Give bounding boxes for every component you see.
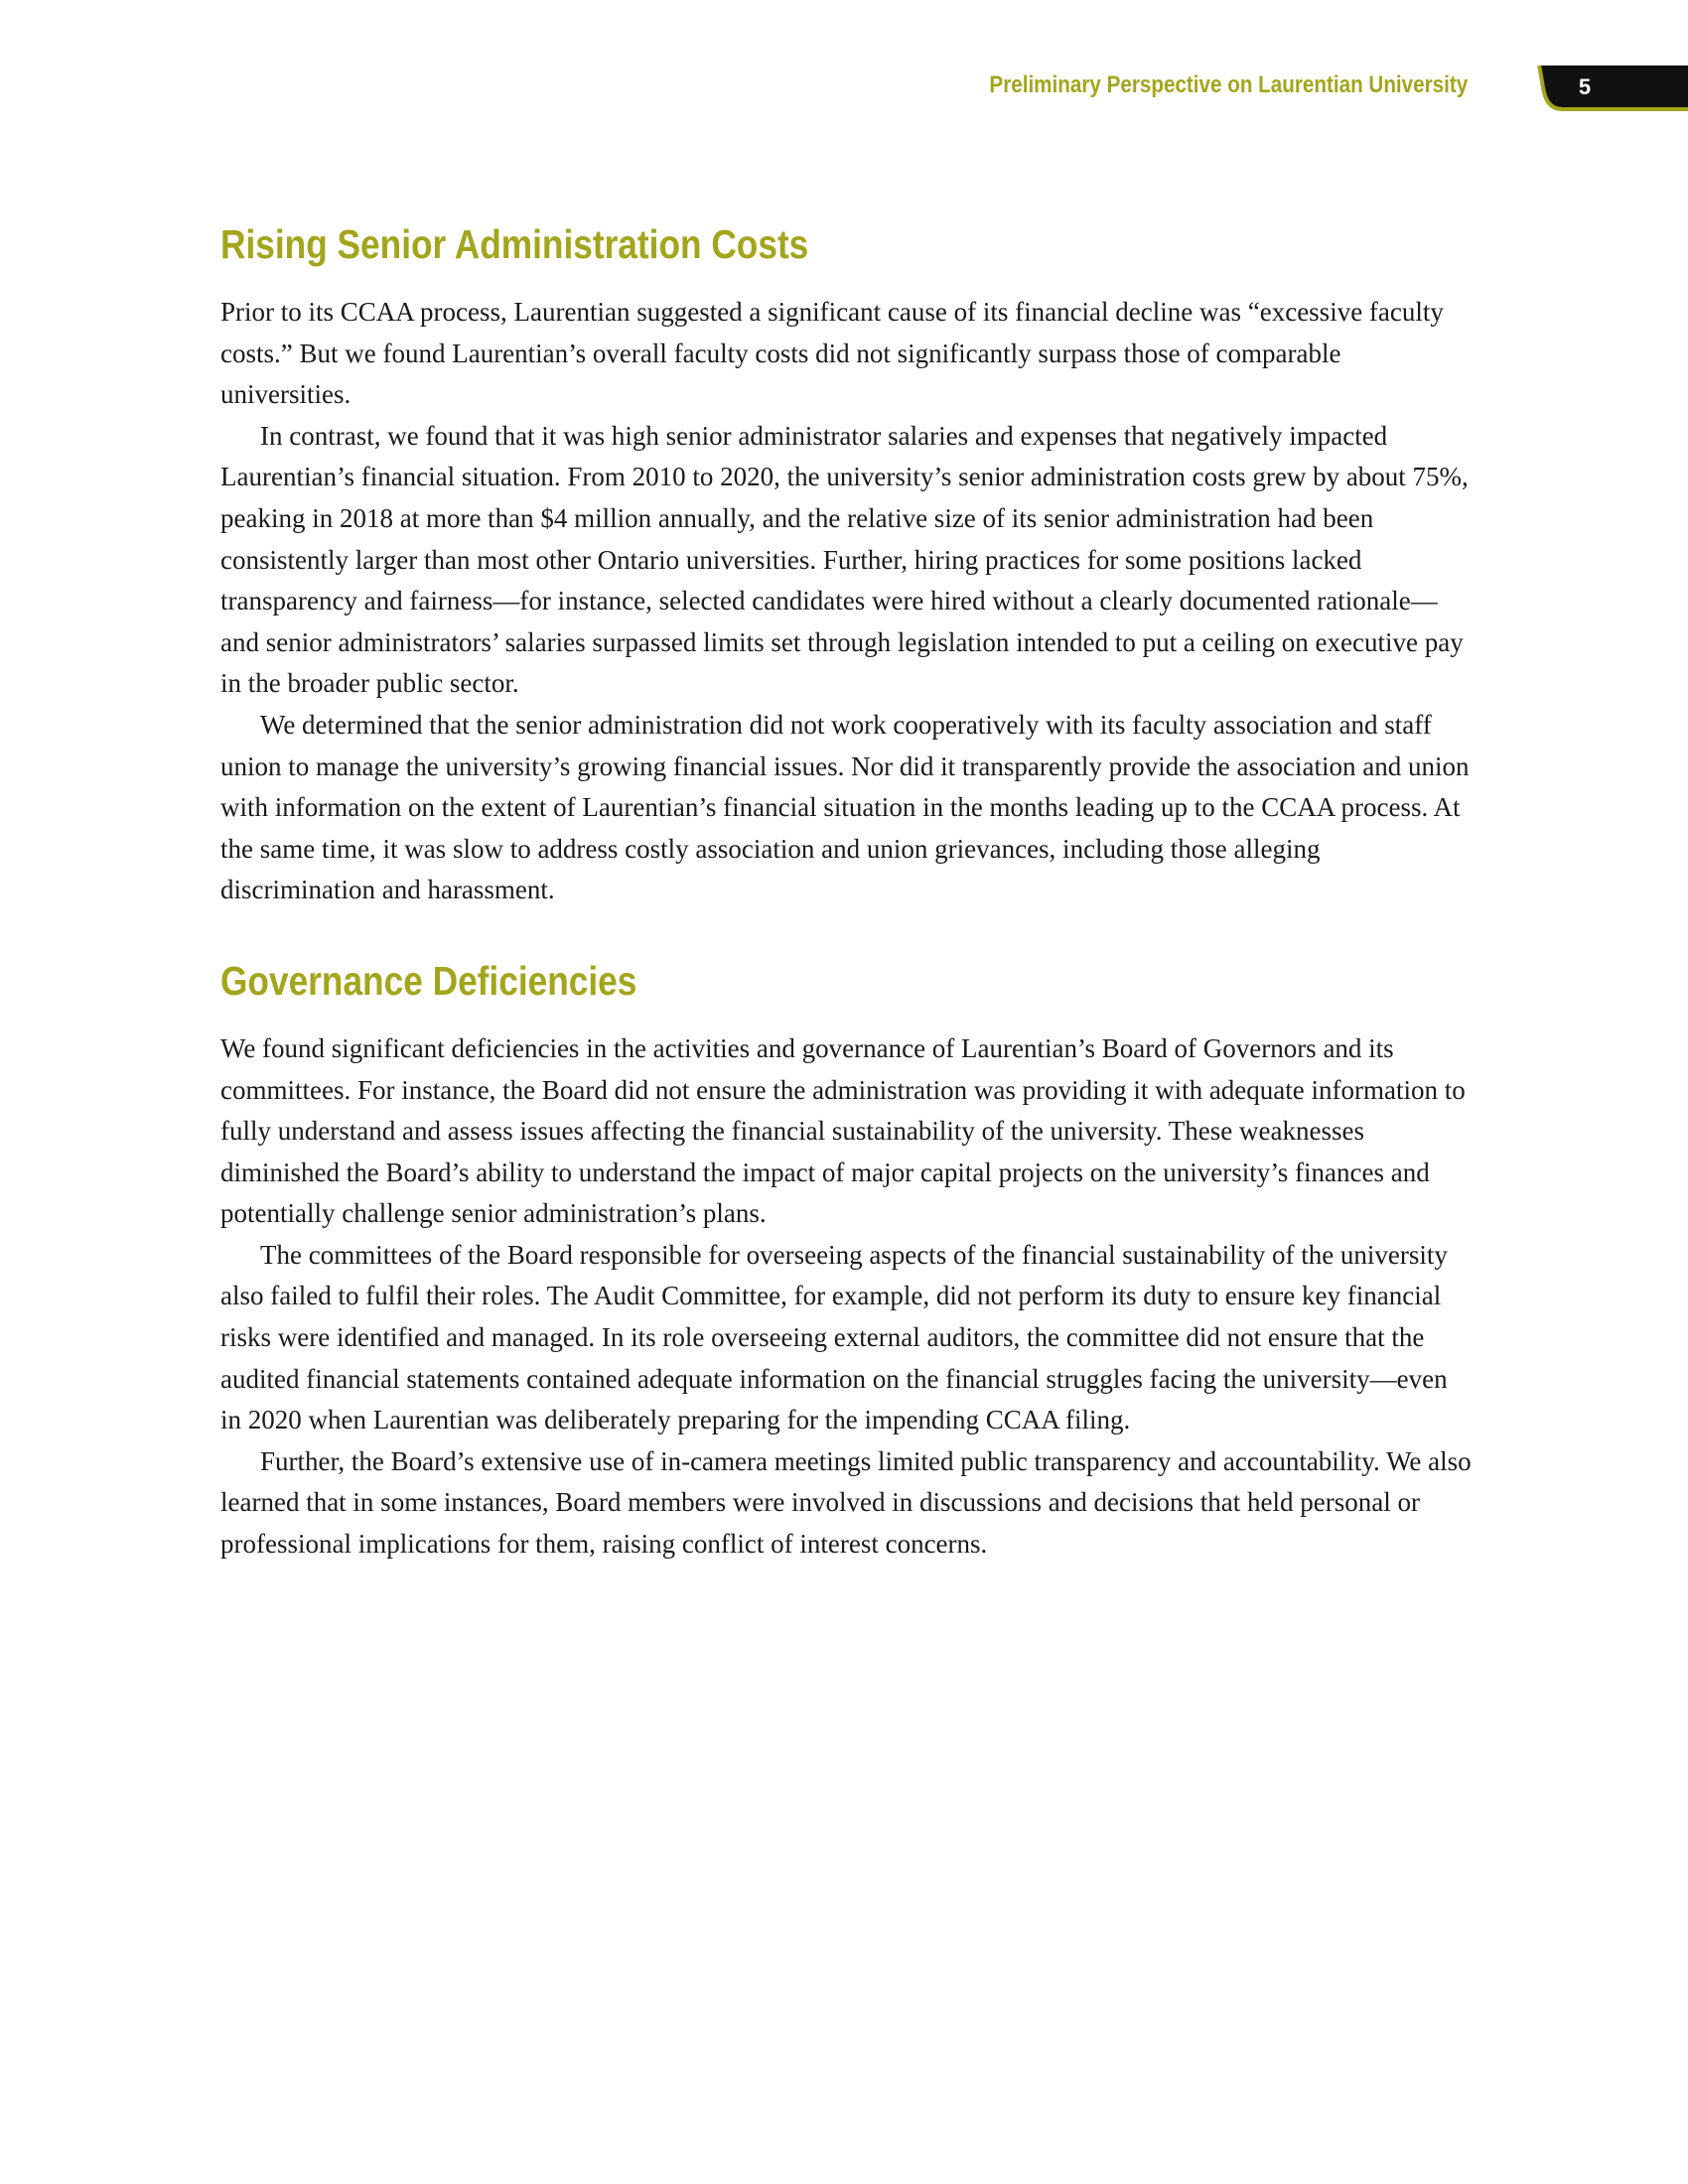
section-heading: Governance Deficiencies bbox=[220, 957, 637, 1004]
section-rising-costs bbox=[220, 216, 1472, 911]
page-tab-shape bbox=[1535, 64, 1688, 111]
paragraph: In contrast, we found that it was high senior administrator salaries and expenses that negatively impacted Laurentian’s financial situation. From 2010 to 2020, the university’s senior administration costs grew by about 75%, peaking in 2018 at more than $4 million annually, and the relative size of its senior administration had been consistently larger than most other Ontario universities. Further, hiring practices for some positions lacked transparency and fairness—for instance, selected candidates were hired without a clearly documented rationale—and senior administrators’ salaries surpassed limits set through legislation intended to put a ceiling on executive pay in the broader public sector. bbox=[220, 420, 1469, 699]
paragraph: The committees of the Board responsible for overseeing aspects of the financial sustainability of the university also failed to fulfil their roles. The Audit Committee, for example, did not perform its duty to ensure key financial risks were identified and managed. In its role overseeing external auditors, the committee did not ensure that the audited financial statements contained adequate information on the financial struggles facing the university—even in 2020 when Laurentian was deliberately preparing for the impending CCAA filing. bbox=[220, 1239, 1448, 1435]
section-heading: Rising Senior Administration Costs bbox=[220, 221, 809, 267]
paragraph: Prior to its CCAA process, Laurentian suggested a significant cause of its financial decline was “excessive faculty costs.” But we found Laurentian’s overall faculty costs did not significantly surpass those of comparable universities. bbox=[220, 297, 1444, 410]
main-content bbox=[220, 216, 1472, 1566]
section-governance bbox=[220, 953, 1472, 1566]
page-number: 5 bbox=[1578, 74, 1592, 99]
paragraph: We found significant deficiencies in the activities and governance of Laurentian’s Board of Governors and its committees. For instance, the Board did not ensure the administration was providing it with adequate information to fully understand and assess issues affecting the financial sustainability of the university. These weaknesses diminished the Board’s ability to understand the impact of major capital projects on the university’s finances and potentially challenge senior administration’s plans. bbox=[220, 1032, 1466, 1229]
paragraph: We determined that the senior administration did not work cooperatively with its faculty association and staff union to manage the university’s growing financial issues. Nor did it transparently provide the association and union with information on the extent of Laurentian’s financial situation in the months leading up to the CCAA process. At the same time, it was slow to address costly association and union grievances, including those alleging discrimination and harassment. bbox=[220, 709, 1470, 905]
paragraph: Further, the Board’s extensive use of in-camera meetings limited public transparency and accountability. We also learned that in some instances, Board members were involved in discussions and decisions that held personal or professional implications for them, raising conflict of interest concerns. bbox=[220, 1445, 1472, 1560]
page-number-tab bbox=[1535, 64, 1688, 111]
running-header-title: Preliminary Perspective on Laurentian University bbox=[989, 71, 1468, 98]
